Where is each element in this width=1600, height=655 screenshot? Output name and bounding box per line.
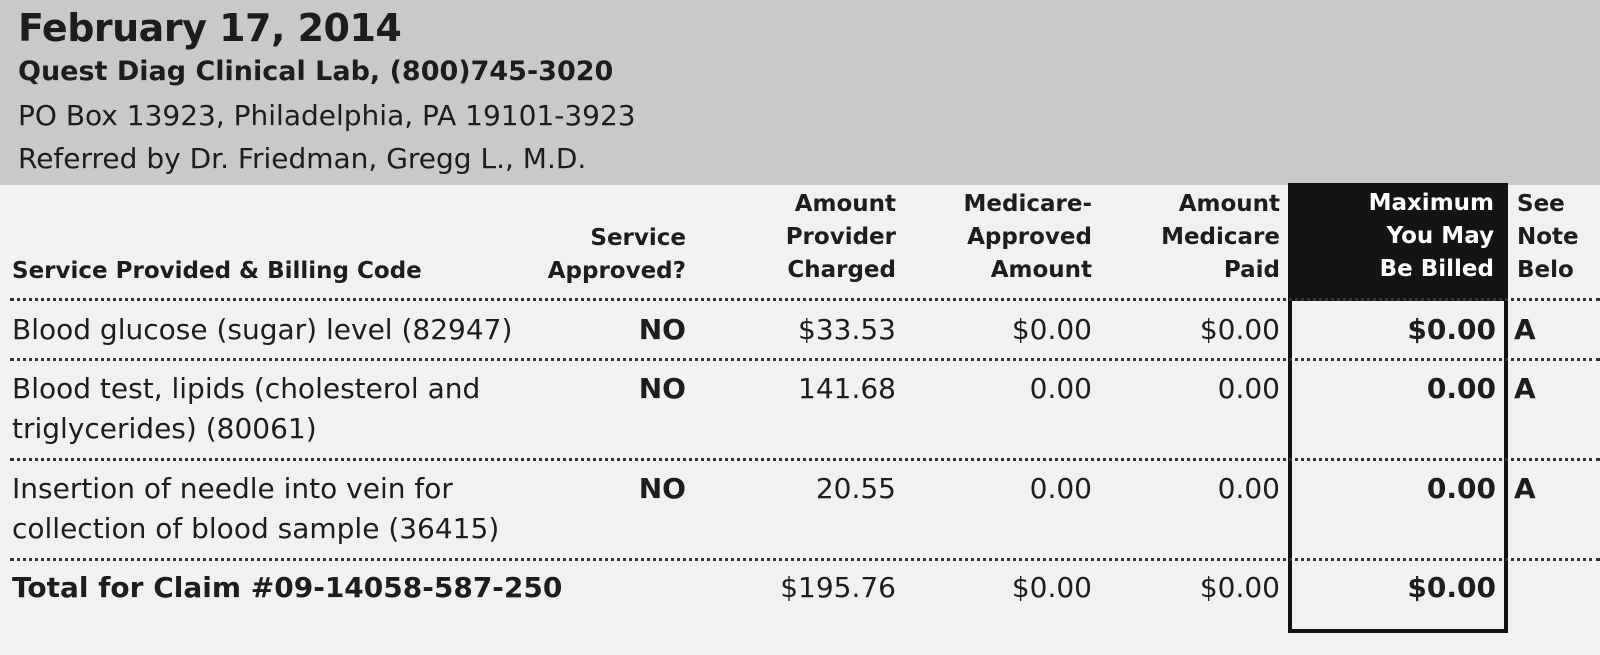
total-charged: $195.76 xyxy=(780,571,896,604)
max-billed-header-line: Be Billed xyxy=(1379,256,1494,282)
service-description: collection of blood sample (36415) xyxy=(12,512,500,545)
row-divider xyxy=(10,358,1600,361)
medicare-paid-value: 0.00 xyxy=(1217,472,1280,505)
provider-name-phone: Quest Diag Clinical Lab, (800)745-3020 xyxy=(18,56,614,87)
note-code: A xyxy=(1514,313,1536,346)
medicare-paid-value: $0.00 xyxy=(1199,313,1280,346)
medicare-approved-column-header xyxy=(930,188,1092,287)
approved-column-header xyxy=(520,222,686,288)
medicare-approved-value: $0.00 xyxy=(1011,313,1092,346)
approved-value: NO xyxy=(638,472,686,505)
total-medicare-approved: $0.00 xyxy=(1011,571,1092,604)
note-code: A xyxy=(1514,472,1536,505)
max-billed-value: 0.00 xyxy=(1426,472,1496,505)
header-line: Medicare- xyxy=(963,191,1092,217)
service-column-header: Service Provided & Billing Code xyxy=(12,258,422,284)
note-code: A xyxy=(1514,372,1536,405)
service-description: Insertion of needle into vein for xyxy=(12,472,453,505)
header-line: Belo xyxy=(1517,257,1574,283)
row-divider xyxy=(10,298,1600,301)
charged-column-header xyxy=(740,188,896,287)
service-description: triglycerides) (80061) xyxy=(12,412,317,445)
total-claim-label: Total for Claim #09-14058-587-250 xyxy=(12,571,563,604)
referring-doctor: Referred by Dr. Friedman, Gregg L., M.D. xyxy=(18,142,587,175)
provider-address: PO Box 13923, Philadelphia, PA 19101-3923 xyxy=(18,99,636,132)
total-max-billed: $0.00 xyxy=(1407,571,1496,604)
service-description: Blood glucose (sugar) level (82947) xyxy=(12,313,513,346)
header-line: Amount xyxy=(794,191,896,217)
row-divider xyxy=(10,558,1600,561)
max-billed-value: $0.00 xyxy=(1407,313,1496,346)
medicare-paid-value: 0.00 xyxy=(1217,372,1280,405)
total-medicare-paid: $0.00 xyxy=(1199,571,1280,604)
header-line: See xyxy=(1517,191,1565,217)
approved-value: NO xyxy=(638,372,686,405)
medicare-approved-value: 0.00 xyxy=(1029,372,1092,405)
charged-value: 20.55 xyxy=(815,472,896,505)
header-line: Note xyxy=(1517,224,1579,250)
medicare-approved-value: 0.00 xyxy=(1029,472,1092,505)
header-line: Amount xyxy=(1178,191,1280,217)
max-billed-header-line: You May xyxy=(1386,223,1494,249)
header-line: Medicare xyxy=(1161,224,1280,250)
max-billed-value: 0.00 xyxy=(1426,372,1496,405)
header-line: Provider xyxy=(785,224,896,250)
max-billed-header-line: Maximum xyxy=(1368,190,1494,216)
header-line: Service xyxy=(590,225,686,251)
header-line: Amount xyxy=(990,257,1092,283)
header-line: Approved xyxy=(967,224,1092,250)
claim-date: February 17, 2014 xyxy=(18,6,402,50)
medicare-paid-column-header xyxy=(1130,188,1280,287)
row-divider xyxy=(10,458,1600,461)
service-description: Blood test, lipids (cholesterol and xyxy=(12,372,481,405)
charged-value: 141.68 xyxy=(798,372,896,405)
header-line: Charged xyxy=(787,257,896,283)
header-line: Approved? xyxy=(547,258,686,284)
notes-column-header xyxy=(1517,188,1579,287)
approved-value: NO xyxy=(638,313,686,346)
max-billed-header xyxy=(1288,183,1508,301)
header-line: Paid xyxy=(1223,257,1280,283)
charged-value: $33.53 xyxy=(798,313,896,346)
